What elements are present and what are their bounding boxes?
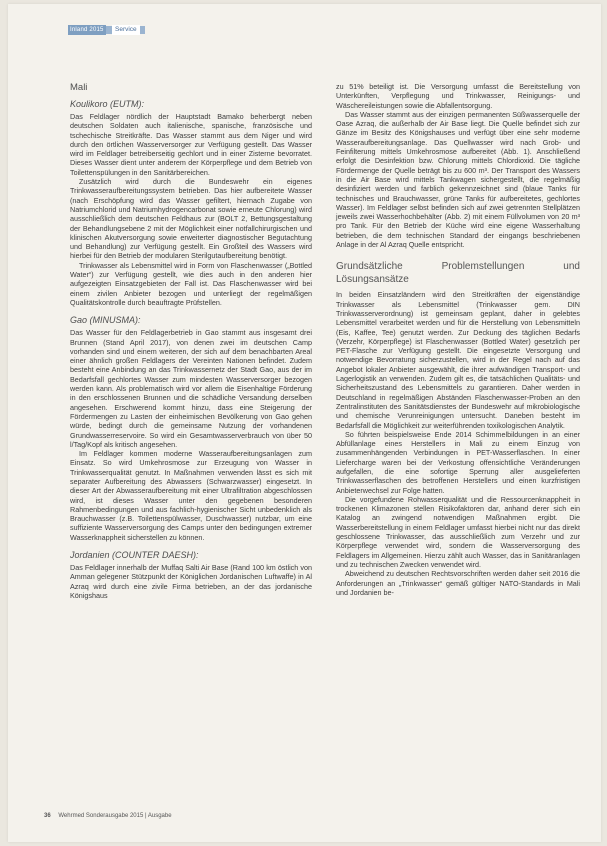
gao-paragraph-2: Im Feldlager kommen moderne Wasseraufbereitungsanlagen zum Einsatz. So wird Umkehrosmose zur Erzeugung von Wasser in Trinkwasserqualität genutzt. In Maßnahmen verwenden lässt es sich mit separater Aufbereitung des Abwassers (Schwarzwasser) eingesetzt. In dieser Art der Abwasseraufbereitung mit einer Ultrafiltration abgeschlossen wird, ist dieses Wasser unter den gegebenen besonderen Rahmenbedingungen und aus fachlich-hygienischer Sicht unbedenklich als Brauchwasser (z.B. Toilettenspülwasser, Duschwasser) nutzbar, um eine suffiziente Wasserversorgung des Camps unter den bedingungen extremer Wasserknappheit sicherstellen zu können. xyxy=(70,449,312,542)
footer-text: Wehrmed Sonderausgabe 2015 | Ausgabe xyxy=(58,813,172,819)
right-column xyxy=(336,82,580,597)
right-paragraph-3: In beiden Einsatzländern wird den Streitkräften der eigenständige Trinkwasser als Lebensmittel (Trinkwasser gem. DIN Trinkwasserverordnung) ist gemeinsam geplant, daher in gelebtes Lebensmittel verarbeitet werden und für die Herstellung von Lebensmitteln (Eis, Kaffee, Tee) genutzt werden. Zur Deckung des täglichen Bedarfs (Verzehr, Körperpflege) ist Flaschenwasser (Bottled Water) gesetzlich per PET-Flasche zur Verfügung gestellt. Die eingesetzte Versorgung und notwendige Bevorratung sicherzustellen, wird in der Regel nach auf das Angebot lokaler Anbieter ausgewählt, die ihrer aufwändigen Transport- und Lagerlogistik an verwenden. Zudem gilt es, die tatsächlichen Qualitäts- und Sicherheitszustand des Lebensmittels zu garantieren. Daher werden in Deutschland in regelmäßigen Abständen Flaschenwasser-Proben an den Zentralinstituten des Sanitätsdienstes der Bundeswehr auf mikrobiologische und chemische Verunreinigungen untersucht. Daneben besteht im Bedarfsfall die Möglichkeit zur weiterführenden toxikologischen Analytik. xyxy=(336,290,580,430)
section-heading: Grundsätzliche Problemstellungen und Lösungsansätze xyxy=(336,261,580,285)
right-paragraph-5: Die vorgefundene Rohwasserqualität und die Ressourcenknappheit in trockenen Klimazonen stellen Risikofaktoren dar, anhand derer sich ein Katalog an zwingend notwendigen Maßnahmen ergibt. Die Wasserbereitstellung in einem Feldlager umfasst hierbei nicht nur das direkt geschlossene Trinkwasser, das ausschließlich zum Verzehr und zur Körperpflege verwendet wird, sondern die Wasserversorgung des Feldlagers im Allgemeinen. Hierzu zählt auch Wasser, das in Sanitäranlagen und zu technischen Zwecken verwendet wird. xyxy=(336,494,580,569)
header-tag: Inland 2015 xyxy=(70,27,104,33)
jordanien-heading: Jordanien (COUNTER DAESH): xyxy=(70,550,199,561)
magazine-page xyxy=(8,4,601,842)
koulikoro-heading: Koulikoro (EUTM): xyxy=(70,99,145,109)
right-paragraph-6: Abweichend zu deutschen Rechtsvorschriften werden daher seit 2016 die Anforderungen an „Trinkwasser“ gemäß gültiger NATO-Standards in Mali und Jordanien be- xyxy=(336,569,580,597)
page-number: 36 xyxy=(44,813,51,819)
koulikoro-paragraph-1: Das Feldlager nördlich der Hauptstadt Bamako beherbergt neben deutschen Soldaten auch italienische, spanische, französische und tschechische Streitkräfte. Das Wasser stammt aus dem Niger und wird durch den örtlichen Wasserversorger zur Verfügung gestellt. Das Wasser wird im Feldlager betreiberseitig gechlort und in einer Zisterne bevorratet. Dieses Wasser dient unter anderem der Körperpflege und dem Betrieb von Toilettenspülungen in den Sanitärbereichen. xyxy=(70,112,312,177)
country-heading: Mali xyxy=(70,82,88,93)
right-paragraph-4: So führten beispielsweise Ende 2014 Schimmelbildungen in an einer Abfüllanlage eines Herstellers in Mali zu einem Einzug von zusammenhängenden Verbindungen in PET-Wasserflaschen. In einer Liefercharge waren bei der Verkostung offensichtliche Veränderungen aufgefallen, die eine sofortige Sperrung aller ausgelieferten Trinkwasserflaschen des betroffenen Herstellers und einen kurzfristigen Anbieterwechsel zur Folge hatten. xyxy=(336,429,580,495)
left-column xyxy=(70,82,312,600)
page-footer xyxy=(44,812,172,820)
right-paragraph-1: zu 51% beteiligt ist. Die Versorgung umfasst die Bereitstellung von Unterkünften, Verpflegung und Trinkwasser, Reinigungs- und Wäschereileistungen sowie die Abfallentsorgung. xyxy=(336,82,580,110)
jordanien-paragraph-1: Das Feldlager innerhalb der Muffaq Salti Air Base (Rand 100 km östlich von Amman gelegener Stützpunkt der Königlichen Jordanischen Luftwaffe) in Al Azraq wird durch eine zivile Firma betrieben, an der das jordanische Königshaus xyxy=(70,563,312,600)
header-section: Service xyxy=(112,25,140,35)
koulikoro-paragraph-2: Zusätzlich wird durch die Bundeswehr ein eigenes Trinkwasseraufbereitungssystem betrieben. Das hier aufbereitete Wasser (nach Erschöpfung wird das Wasser gefiltert, hiernach Zugabe von Natriumchlorid und Natriumhydrogencarbonat sowie erneute Chlorung) wird ausschließlich dem deutschen Feldhaus zur (BOLT 2, Bettungsgestaltung der Behandlungsebene 2 mit der Möglichkeit einer notfallchirurgischen und klinischen Akutversorgung sowie erweiterter diagnostischer Begutachtung und Behandlung) zur Verfügung gestellt. Ein Großteil des Wassers wird hierbei für den Betrieb der modularen Sterilgutaufbereitung benötigt. xyxy=(70,177,312,261)
gao-heading: Gao (MINUSMA): xyxy=(70,315,141,326)
gao-paragraph-1: Das Wasser für den Feldlagerbetrieb in Gao stammt aus insgesamt drei Brunnen (Stand April 2017), von denen zwei im deutschen Camp vorhanden sind und einem weiteren, der sich auf dem benachbarten Areal einer ähnlich großen Feldlagers der Vereinten Nationen befindet. Zudem besteht eine Anbindung an das Trinkwassernetz der Stadt Gao, aus der im Bedarfsfall gechlortes Wasser zum mindesten Wasserversorger bezogen werden kann. Als problematisch wird vor allem die Eisenhaltige Förderung in den erschlossenen Brunnen und die schädliche Versandung derselben angesehen. Erschwerend kommt hinzu, dass eine Steigerung der Fördermengen zu Lasten der einheimischen Bevölkerung von Gao gehen würde, bedingt durch die gemeinsame Nutzung der vorhandenen Grundwasserreservoire. So wird ein Gesamtwasserverbrauch von über 50 l/Tag/Kopf als kritisch angesehen. xyxy=(70,328,312,449)
koulikoro-paragraph-3: Trinkwasser als Lebensmittel wird in Form von Flaschenwasser („Bottled Water“) zur Verfügung gestellt, wie dies auch in den anderen hier aufgezeigten Einsatzgebieten der Fall ist. Das Flaschenwasser wird bei einem zivilen Anbieter bezogen und unterliegt der regelmäßigen Qualitätskontrolle durch beauftragte Prüfstellen. xyxy=(70,260,312,307)
right-paragraph-2: Das Wasser stammt aus der einzigen permanenten Süßwasserquelle der Oase Azraq, die außerhalb der Air Base liegt. Die Quelle befindet sich zur Gänze im Besitz des Königshauses und verfügt über eine sehr moderne Wasseraufbereitungsanlage. Das Quellwasser wird nach Grob- und Feinfilterung mittels Umkehrosmose aufbereitet (Abb. 1). Anschließend erfolgt die Desinfektion bzw. Chlorung mittels Chlordioxid. Die tägliche Fördermenge der Quelle beträgt bis zu 600 m³. Der Transport des Wassers in die Air Base wird mittels Tankwagen sichergestellt, die regelmäßig desinfiziert werden und farblich gekennzeichnet sind (blaue Tanks für technisches und Brauchwasser, grüne Tanks für aufbereitetes, gechlortes Wasser). Im Feldlager selbst befinden sich auf zwei getrennten Stellplätzen jeweils zwei Wasserhochbehälter (Abb. 2) mit einem Füllvolumen von 20 m³ pro Tank. Für den Betrieb der Küche wird eine eigene Wasserhaltung betrieben, die dem technischen Standard der eingangs beschriebenen Anlage in der Al Azraq Quelle entspricht. xyxy=(336,109,580,250)
